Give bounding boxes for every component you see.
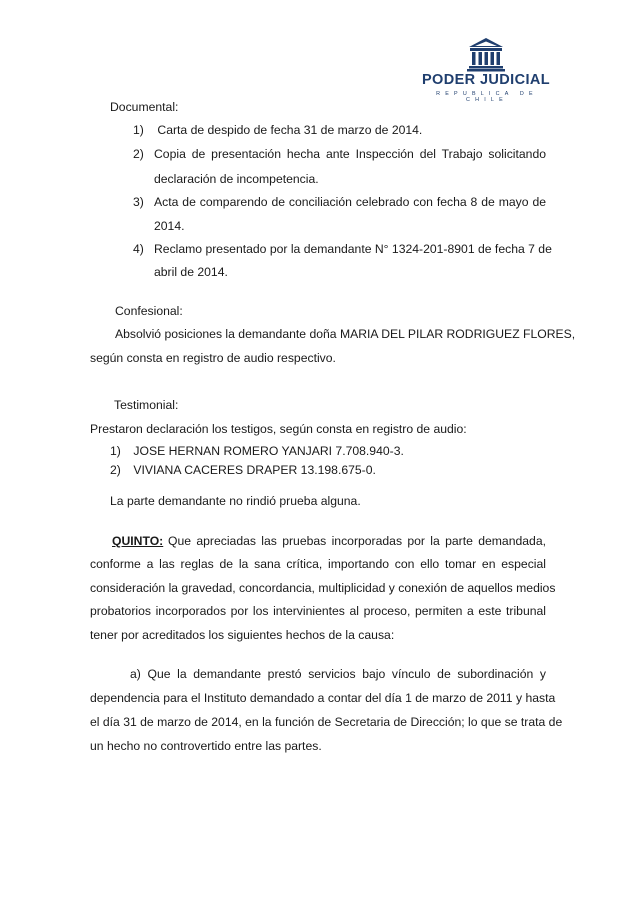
quinto-label-text: QUINTO: <box>112 534 164 548</box>
witness-number: 1) <box>110 444 121 458</box>
documental-item-4-line-2: abril de 2014. <box>154 265 228 279</box>
documental-item-2-line-2: declaración de incompetencia. <box>154 172 319 186</box>
documental-heading: Documental: <box>110 100 179 114</box>
fact-a-line-3: el día 31 de marzo de 2014, en la función de Secretaria de Dirección; lo que se trata de <box>90 715 563 729</box>
documental-item-2-number: 2) <box>133 147 144 161</box>
documental-item-3-line-1: Acta de comparendo de conciliación celebrado con fecha 8 de mayo de <box>154 195 546 209</box>
quinto-line-5: tener por acreditados los siguientes hechos de la causa: <box>90 628 395 642</box>
testimonial-intro: Prestaron declaración los testigos, según consta en registro de audio: <box>90 422 467 436</box>
fact-a-line-2: dependencia para el Instituto demandado a contar del día 1 de marzo de 2011 y hasta <box>90 691 556 705</box>
witness-item-1 <box>110 443 404 459</box>
documental-item-3-line-2: 2014. <box>154 219 185 233</box>
logo-title: PODER JUDICIAL <box>421 72 551 88</box>
documental-item-4-number: 4) <box>133 242 144 256</box>
no-evidence-statement: La parte demandante no rindió prueba alguna. <box>110 494 361 508</box>
quinto-label <box>112 533 163 549</box>
documental-item-1 <box>133 122 422 138</box>
item-number: 1) <box>133 123 144 137</box>
poder-judicial-logo <box>421 36 551 103</box>
quinto-line-3: consideración la gravedad, concordancia, multiplicidad y conexión de aquellos medios <box>90 581 556 595</box>
confesional-heading: Confesional: <box>115 304 183 318</box>
item-text: Carta de despido de fecha 31 de marzo de 2014. <box>157 123 423 137</box>
courthouse-icon <box>467 36 505 72</box>
witness-item-2 <box>110 462 376 478</box>
fact-a-line-1: a) Que la demandante prestó servicios bajo vínculo de subordinación y <box>130 667 546 681</box>
logo-subtitle: REPUBLICA DE CHILE <box>436 91 538 103</box>
witness-number: 2) <box>110 463 121 477</box>
confesional-line-1: Absolvió posiciones la demandante doña MARIA DEL PILAR RODRIGUEZ FLORES, <box>115 327 576 341</box>
quinto-line-4: probatorios incorporados por los intervinientes al proceso, permiten a este tribunal <box>90 604 546 618</box>
fact-a-line-4: un hecho no controvertido entre las partes. <box>90 739 322 753</box>
documental-item-2-line-1: Copia de presentación hecha ante Inspección del Trabajo solicitando <box>154 147 546 161</box>
witness-text: VIVIANA CACERES DRAPER 13.198.675-0. <box>133 463 376 477</box>
documental-item-4-line-1: Reclamo presentado por la demandante N° 1324-201-8901 de fecha 7 de <box>154 242 552 256</box>
confesional-line-2: según consta en registro de audio respectivo. <box>90 351 336 365</box>
quinto-line-1: Que apreciadas las pruebas incorporadas por la parte demandada, <box>168 534 546 548</box>
witness-text: JOSE HERNAN ROMERO YANJARI 7.708.940-3. <box>133 444 404 458</box>
testimonial-heading: Testimonial: <box>114 398 179 412</box>
quinto-line-2: conforme a las reglas de la sana crítica, importando con ello tomar en especial <box>90 557 546 571</box>
documental-item-3-number: 3) <box>133 195 144 209</box>
